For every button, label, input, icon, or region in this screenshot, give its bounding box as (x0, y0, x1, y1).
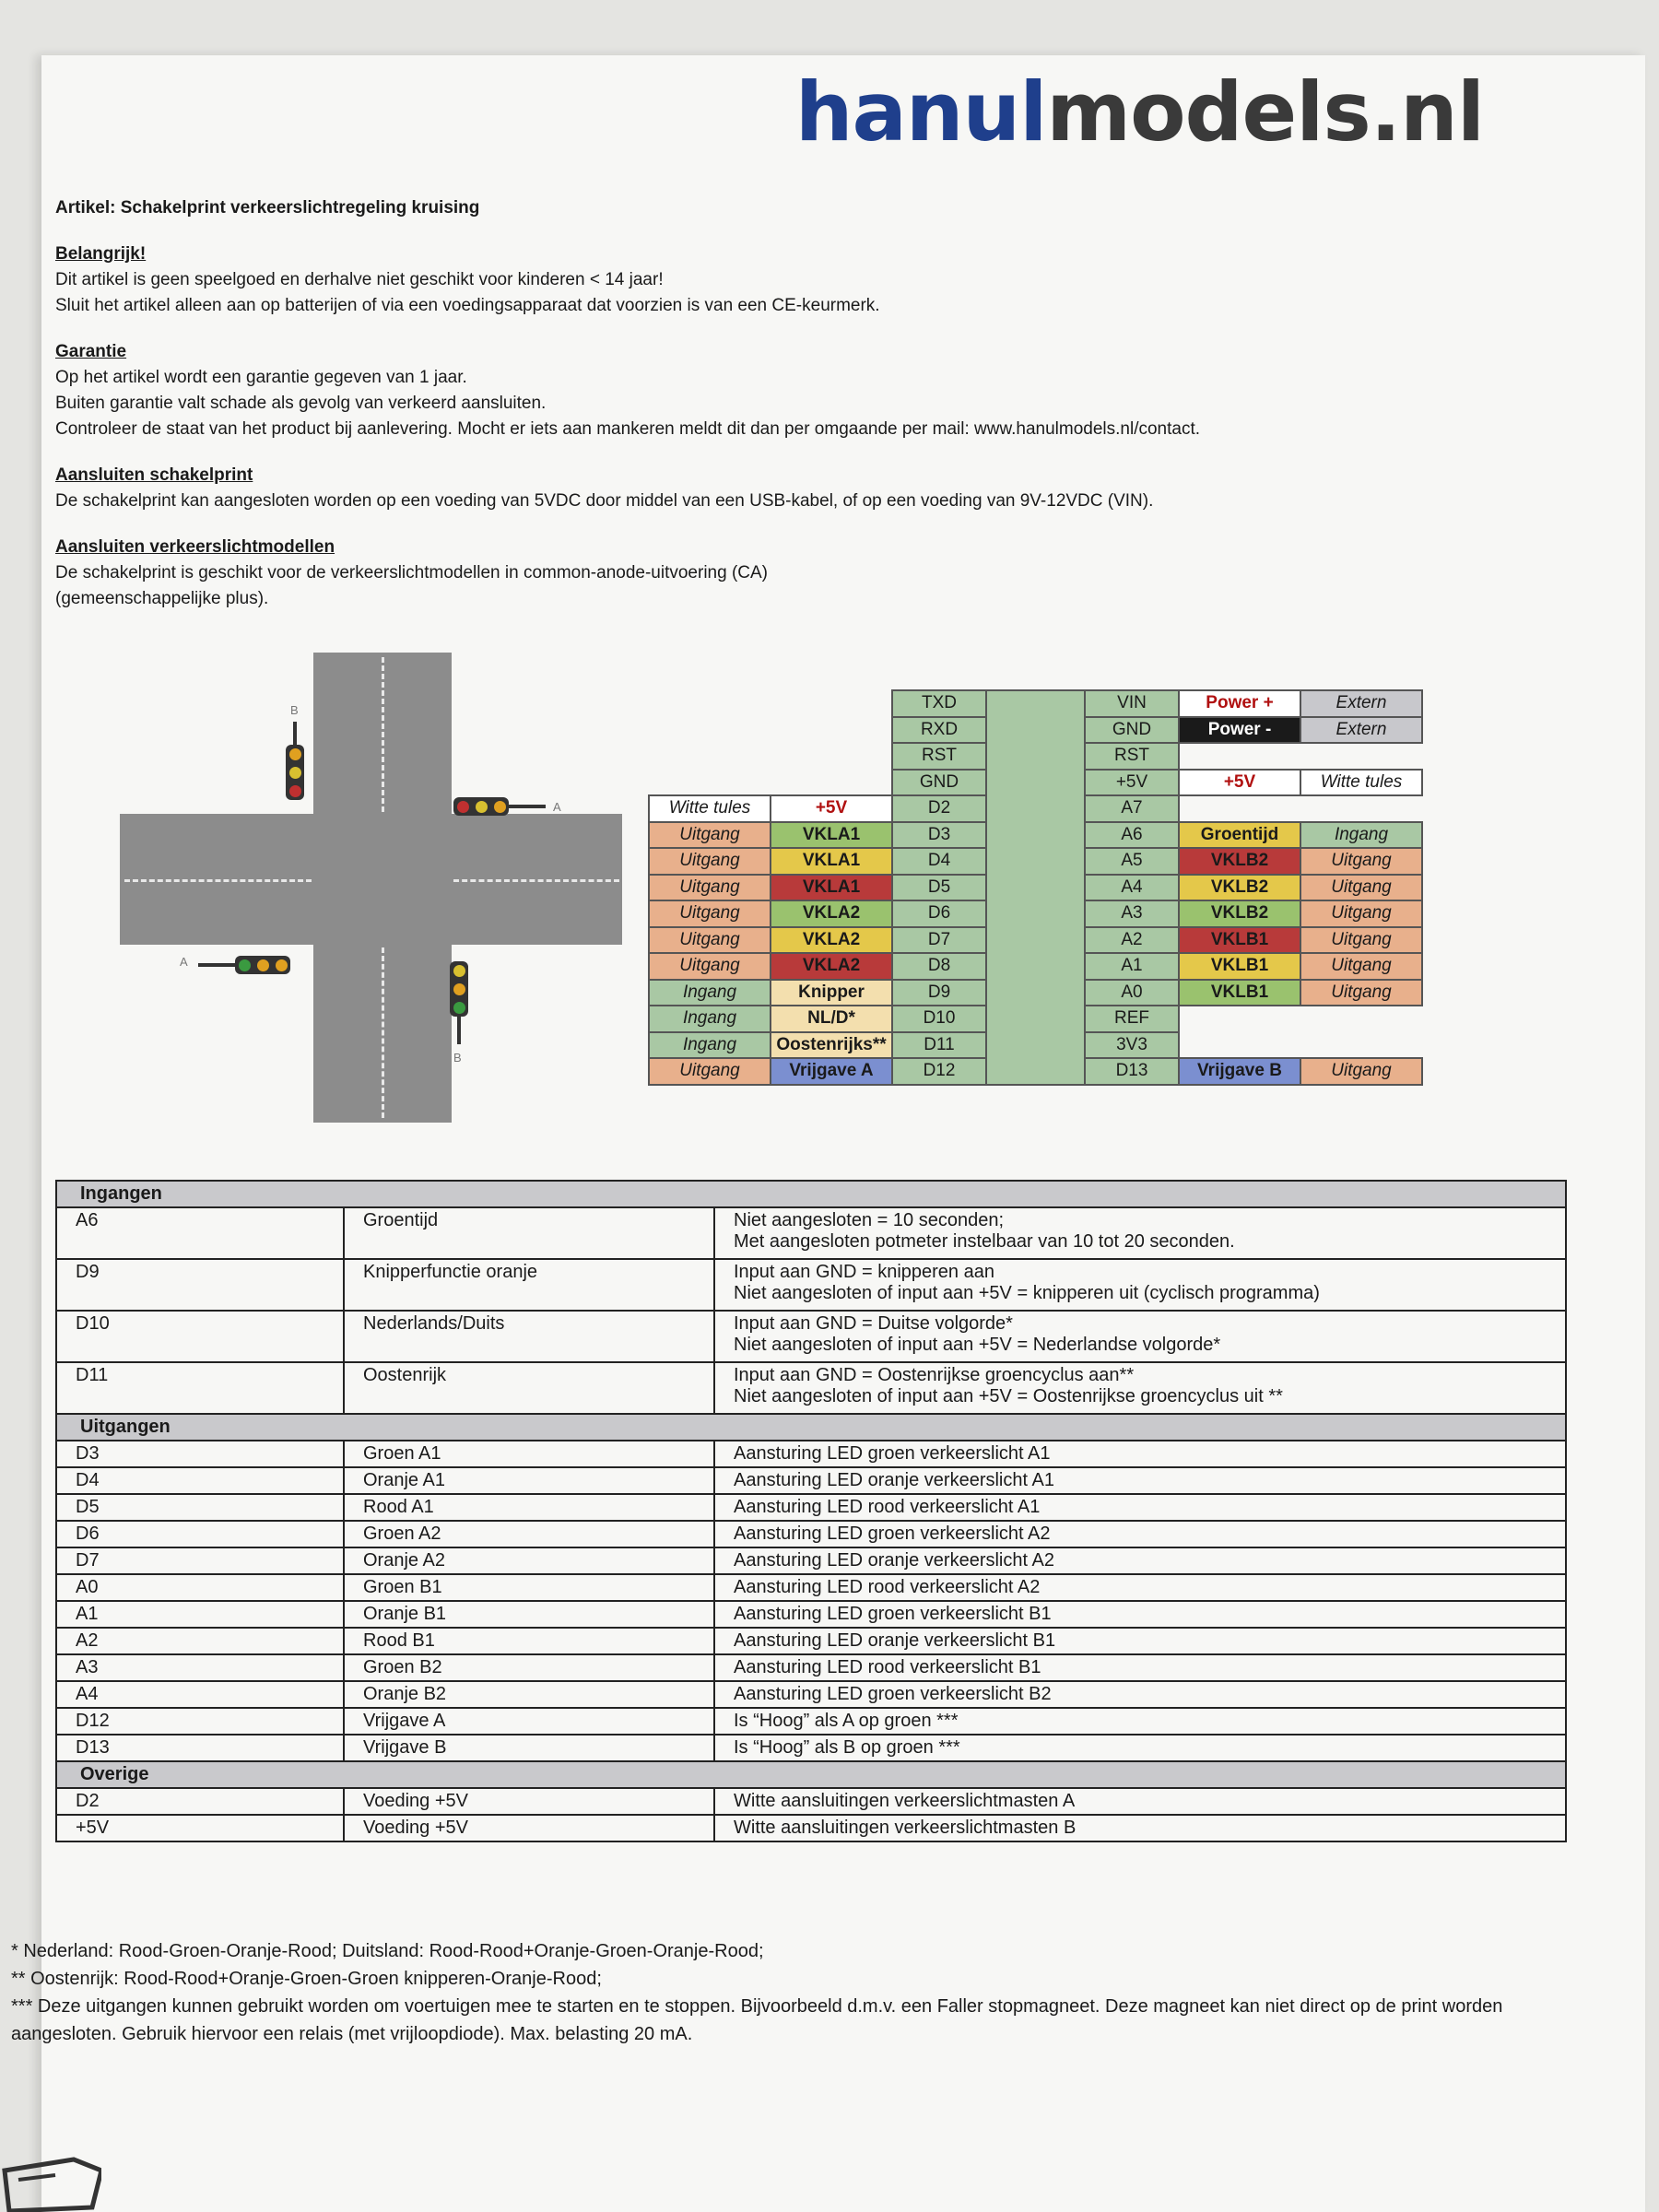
pinout-cell-rp: A0 (1085, 980, 1179, 1006)
io-description (714, 1311, 1566, 1362)
section-line: Buiten garantie valt schade als gevolg van verkeerd aansluiten. (55, 394, 547, 413)
pinout-cell-l2: VKLA1 (771, 848, 892, 875)
pinout-cell-l2: NL/D* (771, 1006, 892, 1032)
recycle-icon (0, 2152, 101, 2212)
pinout-cell-lp: D11 (892, 1032, 986, 1059)
io-description-line: Witte aansluitingen verkeerslichtmasten A (734, 1791, 1076, 1811)
pinout-cell-lp: D9 (892, 980, 986, 1006)
section-line: De schakelprint kan aangesloten worden op een voeding van 5VDC door middel van een USB-kabel, of op een voeding van 9V-12VDC (VIN). (55, 491, 1154, 511)
pinout-cell-rp: RST (1085, 743, 1179, 770)
io-row (56, 1259, 1566, 1311)
pinout-cell-lp: D4 (892, 848, 986, 875)
pinout-cell-r2: Uitgang (1300, 927, 1422, 954)
io-description-line: Niet aangesloten of input aan +5V = Oostenrijkse groencyclus uit ** (734, 1386, 1283, 1406)
io-description-line: Input aan GND = knipperen aan (734, 1262, 994, 1282)
io-description-line: Niet aangesloten of input aan +5V = knipperen uit (cyclisch programma) (734, 1283, 1320, 1303)
io-description-line: Input aan GND = Oostenrijkse groencyclus aan** (734, 1365, 1135, 1385)
io-function: Oranje B1 (344, 1601, 714, 1628)
pinout-cell-lp: RST (892, 743, 986, 770)
pinout-cell-l2: VKLA2 (771, 953, 892, 980)
io-pin: D10 (56, 1311, 344, 1362)
pinout-cell-l2: Vrijgave A (771, 1058, 892, 1085)
pinout-cell-r1: Power - (1179, 717, 1300, 744)
io-row (56, 1735, 1566, 1761)
io-pin: A1 (56, 1601, 344, 1628)
pinout-cell-l1: Uitgang (649, 822, 771, 849)
pinout-cell-l1 (649, 690, 771, 717)
io-function: Rood A1 (344, 1494, 714, 1521)
pinout-cell-r2: Uitgang (1300, 953, 1422, 980)
io-description (714, 1628, 1566, 1654)
io-description-line: Aansturing LED groen verkeerslicht B2 (734, 1684, 1052, 1704)
io-description-line: Aansturing LED rood verkeerslicht A2 (734, 1577, 1041, 1597)
io-function: Oranje A2 (344, 1547, 714, 1574)
intro-section (55, 535, 1576, 612)
io-description (714, 1815, 1566, 1841)
pinout-cell-r2: Ingang (1300, 822, 1422, 849)
io-pin: A3 (56, 1654, 344, 1681)
pinout-cell-lp: D7 (892, 927, 986, 954)
pinout-cell-l1: Uitgang (649, 875, 771, 901)
io-description (714, 1735, 1566, 1761)
io-description-line: Aansturing LED groen verkeerslicht A2 (734, 1524, 1051, 1544)
io-function: Rood B1 (344, 1628, 714, 1654)
pinout-cell-lp: D3 (892, 822, 986, 849)
io-pin: D3 (56, 1441, 344, 1467)
io-row (56, 1788, 1566, 1815)
pinout-cell-l1 (649, 717, 771, 744)
pinout-cell-rp: A7 (1085, 795, 1179, 822)
intro-section (55, 463, 1576, 514)
pinout-cell-r2 (1300, 795, 1422, 822)
io-function: Vrijgave A (344, 1708, 714, 1735)
section-heading: Aansluiten schakelprint (55, 465, 253, 485)
pinout-cell-l2 (771, 770, 892, 796)
pinout-cell-l2 (771, 743, 892, 770)
pinout-cell-r1: VKLB1 (1179, 953, 1300, 980)
pinout-cell-rp: A2 (1085, 927, 1179, 954)
pinout-cell-r1: VKLB2 (1179, 900, 1300, 927)
pinout-cell-r1: Vrijgave B (1179, 1058, 1300, 1085)
pinout-cell-lp: D2 (892, 795, 986, 822)
section-line: Sluit het artikel alleen aan op batterijen of via een voedingsapparaat dat voorzien is van een CE-keurmerk. (55, 296, 880, 315)
pinout-cell-l1: Ingang (649, 1032, 771, 1059)
io-function: Voeding +5V (344, 1788, 714, 1815)
pinout-cell-r2: Witte tules (1300, 770, 1422, 796)
pinout-cell-lp: D12 (892, 1058, 986, 1085)
pinout-cell-r2 (1300, 1006, 1422, 1032)
io-pin: D2 (56, 1788, 344, 1815)
io-description (714, 1441, 1566, 1467)
io-function: Oostenrijk (344, 1362, 714, 1414)
io-row (56, 1815, 1566, 1841)
io-function: Nederlands/Duits (344, 1311, 714, 1362)
io-row (56, 1708, 1566, 1735)
section-heading: Garantie (55, 342, 127, 361)
pinout-cell-r1: VKLB2 (1179, 848, 1300, 875)
io-pin: A0 (56, 1574, 344, 1601)
section-line: Dit artikel is geen speelgoed en derhalve niet geschikt voor kinderen < 14 jaar! (55, 270, 664, 289)
io-row (56, 1547, 1566, 1574)
io-description (714, 1681, 1566, 1708)
pinout-cell-rp: VIN (1085, 690, 1179, 717)
pinout-cell-l1: Witte tules (649, 795, 771, 822)
io-row (56, 1311, 1566, 1362)
group-header-row (56, 1414, 1566, 1441)
pinout-cell-l2: VKLA2 (771, 927, 892, 954)
pinout-cell-rp: A4 (1085, 875, 1179, 901)
group-header: Uitgangen (56, 1414, 1566, 1441)
io-pin: D12 (56, 1708, 344, 1735)
io-description (714, 1521, 1566, 1547)
pinout-cell-l1: Ingang (649, 1006, 771, 1032)
pinout-cell-l2 (771, 690, 892, 717)
traffic-light-a-left (235, 956, 290, 974)
io-description-line: Niet aangesloten of input aan +5V = Nederlandse volgorde* (734, 1335, 1221, 1355)
section-line: De schakelprint is geschikt voor de verkeerslichtmodellen in common-anode-uitvoering (CA) (55, 563, 769, 582)
pinout-row (649, 690, 1422, 717)
pinout-cell-lp: D10 (892, 1006, 986, 1032)
io-description-line: Input aan GND = Duitse volgorde* (734, 1313, 1013, 1334)
io-description (714, 1654, 1566, 1681)
io-function: Voeding +5V (344, 1815, 714, 1841)
pinout-cell-rp: 3V3 (1085, 1032, 1179, 1059)
pinout-cell-l1 (649, 743, 771, 770)
io-description-line: Is “Hoog” als A op groen *** (734, 1711, 959, 1731)
io-description (714, 1362, 1566, 1414)
pinout-cell-r1 (1179, 1006, 1300, 1032)
traffic-light-a-right (453, 797, 509, 816)
io-pin: A6 (56, 1207, 344, 1259)
pinout-cell-lp: TXD (892, 690, 986, 717)
io-description-line: Aansturing LED oranje verkeerslicht A1 (734, 1470, 1054, 1490)
io-function: Knipperfunctie oranje (344, 1259, 714, 1311)
io-row (56, 1441, 1566, 1467)
pinout-cell-l1: Uitgang (649, 953, 771, 980)
pinout-cell-rp: A1 (1085, 953, 1179, 980)
lane-marking (382, 947, 384, 1118)
io-pin: D6 (56, 1521, 344, 1547)
io-pin: D5 (56, 1494, 344, 1521)
io-description-line: Is “Hoog” als B op groen *** (734, 1737, 960, 1758)
pinout-cell-r1 (1179, 743, 1300, 770)
pinout-cell-r2: Extern (1300, 690, 1422, 717)
pinout-cell-l2: Oostenrijks** (771, 1032, 892, 1059)
pinout-cell-l2: VKLA2 (771, 900, 892, 927)
section-heading: Aansluiten verkeerslichtmodellen (55, 537, 335, 557)
io-function: Groen B1 (344, 1574, 714, 1601)
section-heading: Belangrijk! (55, 244, 147, 264)
io-row (56, 1628, 1566, 1654)
io-pin: A4 (56, 1681, 344, 1708)
pinout-cell-rp: +5V (1085, 770, 1179, 796)
pinout-cell-lp: D6 (892, 900, 986, 927)
label-b-bottom: B (453, 1051, 462, 1065)
io-function: Groen A1 (344, 1441, 714, 1467)
io-function: Groen B2 (344, 1654, 714, 1681)
label-a-left: A (180, 955, 188, 969)
group-header: Overige (56, 1761, 1566, 1788)
io-description-line: Aansturing LED rood verkeerslicht A1 (734, 1497, 1041, 1517)
io-description (714, 1259, 1566, 1311)
pinout-cell-r1: VKLB1 (1179, 980, 1300, 1006)
pinout-cell-l1 (649, 770, 771, 796)
pinout-cell-r2: Uitgang (1300, 1058, 1422, 1085)
footnote: * Nederland: Rood-Groen-Oranje-Rood; Duitsland: Rood-Rood+Oranje-Groen-Oranje-Rood; (11, 1941, 764, 1961)
pinout-cell-rp: A3 (1085, 900, 1179, 927)
pinout-cell-l2: +5V (771, 795, 892, 822)
board-body (986, 690, 1085, 1085)
article-title: Artikel: Schakelprint verkeerslichtregeling kruising (55, 198, 480, 218)
io-row (56, 1521, 1566, 1547)
section-line: Controleer de staat van het product bij aanlevering. Mocht er iets aan mankeren meldt dit dan per omgaande per mail: www.hanulmodels.nl/contact. (55, 419, 1201, 439)
io-row (56, 1207, 1566, 1259)
pinout-cell-r1 (1179, 795, 1300, 822)
group-header: Ingangen (56, 1181, 1566, 1207)
io-row (56, 1601, 1566, 1628)
io-description (714, 1547, 1566, 1574)
pinout-cell-l2: VKLA1 (771, 822, 892, 849)
pinout-cell-r2 (1300, 1032, 1422, 1059)
io-description (714, 1788, 1566, 1815)
pinout-cell-rp: A6 (1085, 822, 1179, 849)
io-row (56, 1362, 1566, 1414)
io-description-line: Witte aansluitingen verkeerslichtmasten B (734, 1818, 1077, 1838)
io-description (714, 1494, 1566, 1521)
intro-text (55, 195, 1576, 632)
io-pin: D4 (56, 1467, 344, 1494)
pinout-cell-r1: Power + (1179, 690, 1300, 717)
io-table (55, 1180, 1567, 1842)
intersection-diagram (120, 653, 622, 1123)
intro-section (55, 339, 1576, 442)
io-row (56, 1494, 1566, 1521)
io-description-line: Aansturing LED groen verkeerslicht A1 (734, 1443, 1051, 1464)
pinout-cell-r2: Uitgang (1300, 875, 1422, 901)
pinout-cell-rp: REF (1085, 1006, 1179, 1032)
pinout-cell-r2 (1300, 743, 1422, 770)
pinout-cell-l2 (771, 717, 892, 744)
pinout-cell-l2: Knipper (771, 980, 892, 1006)
io-description (714, 1601, 1566, 1628)
pinout-cell-r2: Uitgang (1300, 848, 1422, 875)
io-pin: D7 (56, 1547, 344, 1574)
io-function: Vrijgave B (344, 1735, 714, 1761)
io-description-line: Aansturing LED groen verkeerslicht B1 (734, 1604, 1052, 1624)
io-pin: D11 (56, 1362, 344, 1414)
pinout-table (648, 689, 1423, 1086)
io-description (714, 1574, 1566, 1601)
io-description-line: Met aangesloten potmeter instelbaar van 10 tot 20 seconden. (734, 1231, 1235, 1252)
pinout-cell-rp: A5 (1085, 848, 1179, 875)
lane-marking (382, 657, 384, 812)
io-description-line: Aansturing LED oranje verkeerslicht A2 (734, 1550, 1054, 1571)
io-function: Oranje B2 (344, 1681, 714, 1708)
pinout-cell-r1: Groentijd (1179, 822, 1300, 849)
io-function: Groentijd (344, 1207, 714, 1259)
pinout-cell-rp: GND (1085, 717, 1179, 744)
io-row (56, 1467, 1566, 1494)
pinout-cell-l1: Uitgang (649, 900, 771, 927)
io-description (714, 1708, 1566, 1735)
traffic-light-b-top (286, 745, 304, 800)
group-header-row (56, 1761, 1566, 1788)
pinout-cell-r2: Extern (1300, 717, 1422, 744)
io-pin: D9 (56, 1259, 344, 1311)
io-pin: +5V (56, 1815, 344, 1841)
lane-marking (124, 879, 312, 882)
io-description-line: Aansturing LED rood verkeerslicht B1 (734, 1657, 1041, 1677)
footnote: *** Deze uitgangen kunnen gebruikt worden om voertuigen mee te starten en te stoppen. Bijvoorbeeld d.m.v. een Faller stopmagneet. Deze magneet kan niet direct op de print worden aangesloten. Gebruik hiervoor een relais (met vrijloopdiode). Max. belasting 20 mA. (11, 1996, 1503, 2044)
pinout-cell-l2: VKLA1 (771, 875, 892, 901)
pinout-cell-lp: D8 (892, 953, 986, 980)
io-description (714, 1207, 1566, 1259)
traffic-light-b-bottom (450, 961, 468, 1017)
label-b-top: B (290, 703, 299, 717)
pinout-cell-lp: GND (892, 770, 986, 796)
io-description-line: Aansturing LED oranje verkeerslicht B1 (734, 1630, 1056, 1651)
io-row (56, 1574, 1566, 1601)
footnotes (11, 1937, 1606, 2048)
io-pin: A2 (56, 1628, 344, 1654)
io-row (56, 1654, 1566, 1681)
pinout-cell-l1: Uitgang (649, 848, 771, 875)
pinout-cell-r1 (1179, 1032, 1300, 1059)
group-header-row (56, 1181, 1566, 1207)
pinout-cell-r1: VKLB2 (1179, 875, 1300, 901)
io-description-line: Niet aangesloten = 10 seconden; (734, 1210, 1004, 1230)
section-line: Op het artikel wordt een garantie gegeven van 1 jaar. (55, 368, 467, 387)
pinout-cell-lp: RXD (892, 717, 986, 744)
brand-logo: hanulmodels.nl (794, 65, 1484, 159)
io-function: Oranje A1 (344, 1467, 714, 1494)
footnote: ** Oostenrijk: Rood-Rood+Oranje-Groen-Groen knipperen-Oranje-Rood; (11, 1969, 602, 1989)
label-a-right: A (553, 800, 561, 814)
pinout-cell-r1: VKLB1 (1179, 927, 1300, 954)
io-function: Groen A2 (344, 1521, 714, 1547)
pinout-cell-l1: Uitgang (649, 927, 771, 954)
pinout-cell-r2: Uitgang (1300, 980, 1422, 1006)
io-pin: D13 (56, 1735, 344, 1761)
io-description (714, 1467, 1566, 1494)
io-row (56, 1681, 1566, 1708)
lane-marking (453, 879, 619, 882)
pinout-cell-r2: Uitgang (1300, 900, 1422, 927)
pinout-cell-l1: Uitgang (649, 1058, 771, 1085)
pinout-cell-rp: D13 (1085, 1058, 1179, 1085)
section-line: (gemeenschappelijke plus). (55, 589, 269, 608)
pinout-cell-lp: D5 (892, 875, 986, 901)
pinout-cell-r1: +5V (1179, 770, 1300, 796)
pinout-cell-l1: Ingang (649, 980, 771, 1006)
intro-section (55, 241, 1576, 319)
